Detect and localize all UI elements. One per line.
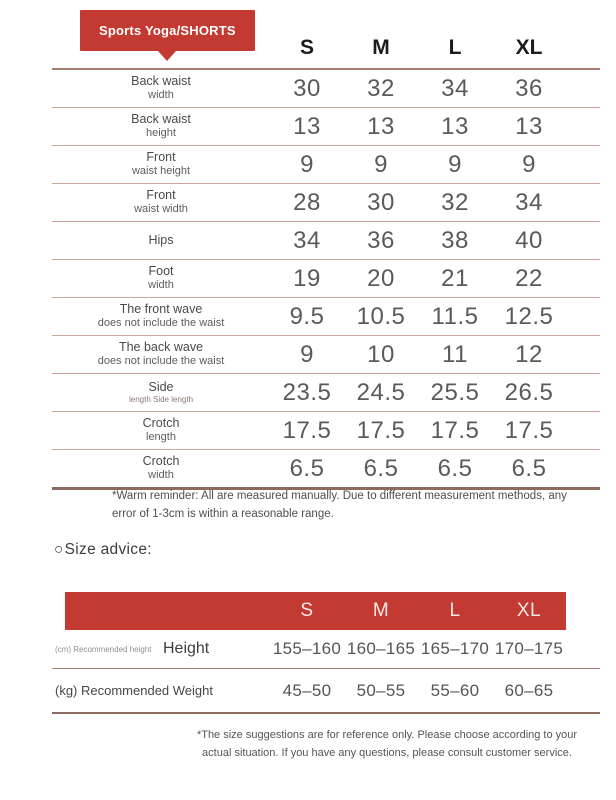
advice-column-xl: XL — [516, 600, 542, 621]
measurement-value: 20 — [367, 264, 395, 292]
table-row-height — [52, 630, 600, 668]
measurement-value: 6.5 — [289, 454, 325, 482]
measurement-value: 17.5 — [282, 416, 332, 444]
measurement-rows — [52, 68, 600, 490]
measurement-label-sub: width — [148, 469, 174, 482]
measurement-label-main: Foot — [148, 264, 174, 279]
measurement-label — [52, 454, 270, 483]
measurement-label-main: The back wave — [118, 340, 204, 355]
size-column-s: S — [299, 36, 314, 59]
measurement-value: 32 — [367, 74, 395, 102]
measurement-value: 32 — [441, 188, 469, 216]
table-row — [52, 449, 600, 487]
size-advice-heading-label: Size advice: — [64, 541, 152, 558]
weight-value: 55–60 — [430, 680, 480, 700]
height-value: 160–165 — [346, 639, 416, 658]
measurement-label — [52, 112, 270, 141]
measurement-value: 38 — [441, 226, 469, 254]
weight-value: 45–50 — [282, 680, 332, 700]
measurement-label — [52, 302, 270, 331]
measurement-value: 17.5 — [430, 416, 480, 444]
measurement-value: 6.5 — [437, 454, 473, 482]
table-row — [52, 145, 600, 183]
measurement-label — [52, 416, 270, 445]
advice-column-m: M — [372, 600, 390, 621]
measurement-value: 28 — [293, 188, 321, 216]
measurement-value: 9 — [448, 150, 462, 178]
table-row — [52, 373, 600, 411]
measurement-value: 40 — [515, 226, 543, 254]
measurement-value: 19 — [293, 264, 321, 292]
size-header-row — [52, 28, 600, 68]
advice-column-l: L — [449, 600, 461, 621]
height-value: 165–170 — [420, 639, 490, 658]
measurement-value: 9 — [300, 150, 314, 178]
height-value: 170–175 — [494, 639, 564, 658]
measurement-value: 11 — [442, 340, 468, 368]
measurement-value: 17.5 — [356, 416, 406, 444]
table-row — [52, 335, 600, 373]
table-row-weight — [52, 668, 600, 712]
measurement-value: 10 — [367, 340, 395, 368]
measurement-label-sub: does not include the waist — [97, 317, 225, 330]
measurement-value: 25.5 — [430, 378, 480, 406]
size-column-xl: XL — [515, 36, 543, 59]
measurement-value: 34 — [515, 188, 543, 216]
measurement-label-main: Crotch — [142, 454, 180, 469]
measurement-label-main: Front — [146, 150, 176, 165]
measurement-value: 12 — [515, 340, 543, 368]
measurement-label — [52, 150, 270, 179]
circle-icon: ○ — [54, 541, 64, 558]
size-advice-note: *The size suggestions are for reference only. Please choose according to your actual situation. If you have any questions, please consult customer service. — [196, 729, 578, 759]
measurement-label-sub: length Side length — [128, 395, 194, 405]
measurement-value: 6.5 — [363, 454, 399, 482]
measurement-value: 9 — [300, 340, 314, 368]
measurement-value: 13 — [515, 112, 543, 140]
measurement-label-sub: width — [148, 279, 174, 292]
height-label: Height — [163, 640, 210, 657]
measurement-label-main: Front — [146, 188, 176, 203]
weight-value: 50–55 — [356, 680, 406, 700]
measurement-value: 9 — [522, 150, 536, 178]
measurement-label — [52, 188, 270, 217]
measurement-label — [52, 264, 270, 293]
table-row — [52, 411, 600, 449]
table-row — [52, 70, 600, 107]
table-row — [52, 259, 600, 297]
measurement-table — [52, 28, 600, 490]
measurement-value: 10.5 — [356, 302, 406, 330]
size-column-l: L — [448, 36, 462, 59]
measurement-label-main: Back waist — [131, 74, 191, 89]
table-row — [52, 107, 600, 145]
measurement-value: 13 — [441, 112, 469, 140]
size-advice-heading — [54, 541, 152, 559]
height-unit-note: (cm) Recommended height — [55, 644, 152, 654]
measurement-value: 30 — [293, 74, 321, 102]
measurement-value: 13 — [293, 112, 321, 140]
measurement-label-main: Side — [148, 380, 174, 394]
measurement-value: 21 — [441, 264, 469, 292]
advice-column-s: S — [300, 600, 314, 621]
badge-label: Sports Yoga/SHORTS — [99, 23, 236, 38]
measurement-label-sub: width — [148, 89, 174, 102]
measurement-label-main: Hips — [148, 232, 174, 247]
height-row-label — [52, 640, 270, 658]
measurement-label-main: Back waist — [131, 112, 191, 127]
measurement-value: 36 — [515, 74, 543, 102]
size-advice-table — [52, 630, 600, 714]
measurement-label-sub: waist height — [131, 165, 191, 178]
measurement-label — [52, 233, 270, 248]
height-value: 155–160 — [272, 639, 342, 658]
measurement-value: 9.5 — [289, 302, 325, 330]
measurement-value: 23.5 — [282, 378, 332, 406]
size-column-m: M — [372, 36, 390, 59]
table-row — [52, 183, 600, 221]
weight-label: (kg) Recommended Weight — [55, 683, 213, 698]
measurement-label-sub: length — [146, 431, 176, 444]
measurement-label — [52, 340, 270, 369]
measurement-label-sub: does not include the waist — [97, 355, 225, 368]
measurement-value: 24.5 — [356, 378, 406, 406]
measurement-value: 11.5 — [431, 302, 479, 330]
measurement-label-main: The front wave — [119, 302, 203, 317]
table-row — [52, 297, 600, 335]
measurement-value: 36 — [367, 226, 395, 254]
measurement-value: 30 — [367, 188, 395, 216]
measurement-label-sub: height — [146, 127, 176, 140]
measurement-value: 22 — [515, 264, 543, 292]
measurement-label — [52, 74, 270, 103]
measurement-value: 34 — [293, 226, 321, 254]
measurement-value: 13 — [367, 112, 395, 140]
measurement-label — [52, 380, 270, 405]
size-advice-header-bar — [65, 592, 566, 630]
weight-value: 60–65 — [504, 680, 554, 700]
measurement-value: 6.5 — [511, 454, 547, 482]
table-row — [52, 221, 600, 259]
measurement-value: 26.5 — [504, 378, 554, 406]
measurement-value: 17.5 — [504, 416, 554, 444]
weight-row-label — [52, 683, 270, 698]
measurement-value: 34 — [441, 74, 469, 102]
measurement-value: 12.5 — [504, 302, 554, 330]
measurement-label-main: Crotch — [142, 416, 180, 431]
measurement-label-sub: waist width — [134, 203, 188, 216]
warm-reminder-note: *Warm reminder: All are measured manually. Due to different measurement methods, any error of 1-3cm is within a reasonable range. — [112, 490, 567, 521]
measurement-value: 9 — [374, 150, 388, 178]
